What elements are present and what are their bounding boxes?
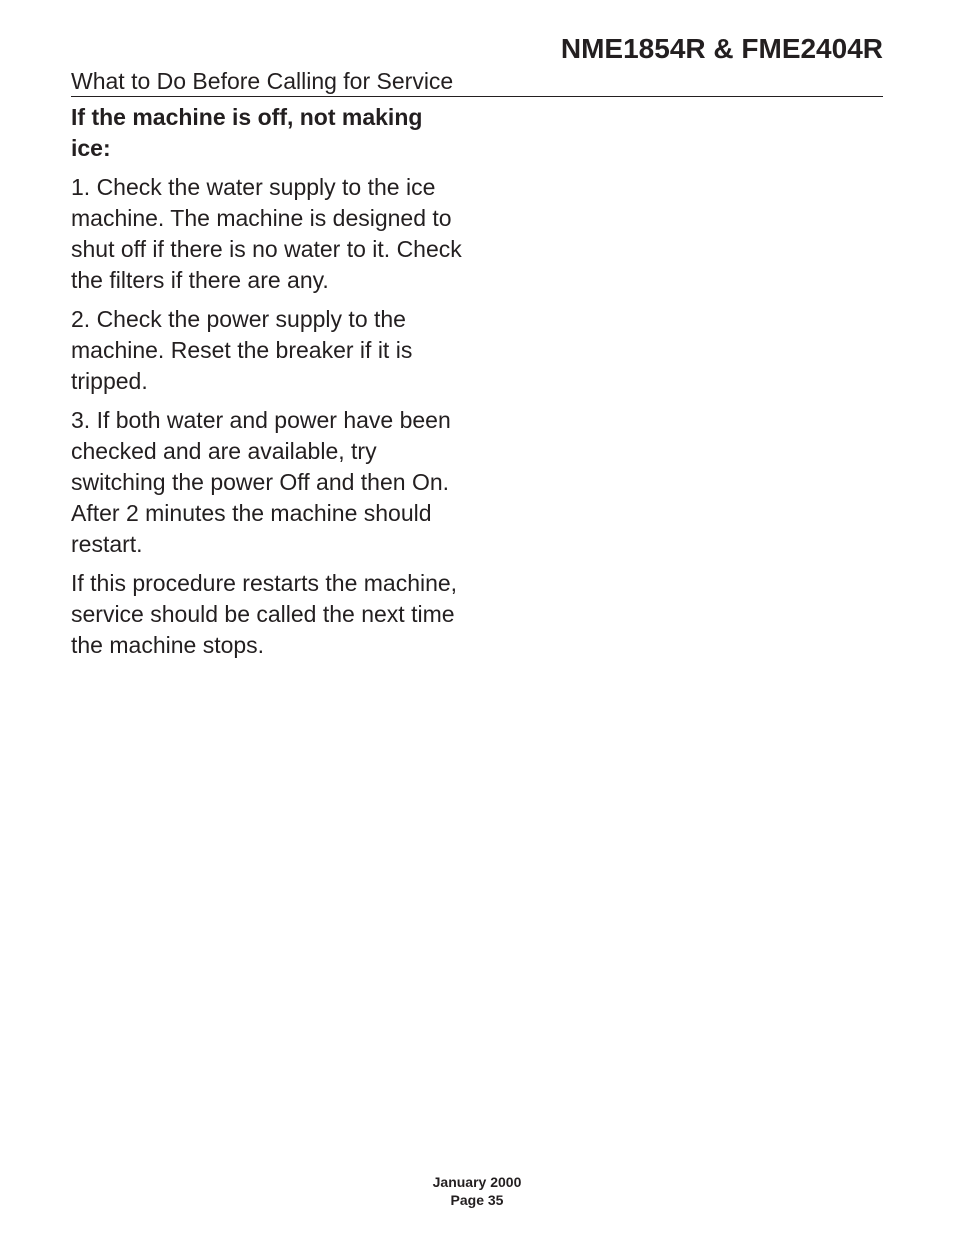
troubleshooting-subheading: If the machine is off, not making ice: [71,104,423,161]
step-1-paragraph: 1. Check the water supply to the ice machine. The machine is designed to shut off if there is no water to it. Check the filters if there are any. [71,174,462,293]
section-header: What to Do Before Calling for Service [71,68,454,94]
document-title: NME1854R & FME2404R [560,33,883,64]
main-content [71,102,466,669]
footer-page-number: Page 35 [450,1192,504,1208]
header-divider [71,96,883,97]
step-2-paragraph: 2. Check the power supply to the machine. Reset the breaker if it is tripped. [71,306,413,394]
step-3-paragraph: 3. If both water and power have been checked and are available, try switching the power Off and then On. After 2 minutes the machine should restart. [71,407,451,557]
page-footer [0,1173,954,1209]
footer-date: January 2000 [432,1174,522,1190]
service-note-paragraph: If this procedure restarts the machine, service should be called the next time the machine stops. [71,570,458,658]
